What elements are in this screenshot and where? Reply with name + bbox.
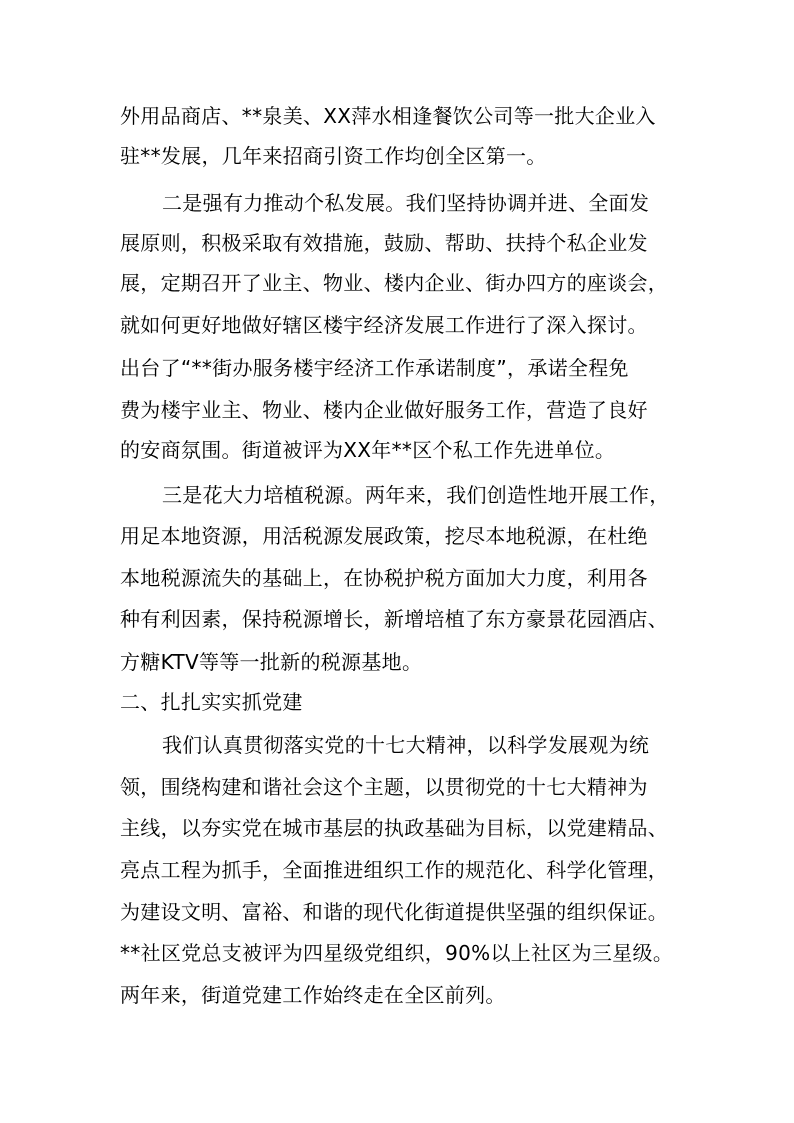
text-line: 就如何更好地做好辖区楼宇经济发展工作进行了深入探讨。 — [120, 313, 648, 337]
text-line: 用足本地资源，用活税源发展政策，挖尽本地税源，在杜绝 — [120, 524, 648, 548]
text-line: **社区党总支被评为四星级党组织，90%以上社区为三星级。 — [120, 941, 674, 965]
text-line: 领，围绕构建和谐社会这个主题，以贯彻党的十七大精神为 — [120, 775, 648, 799]
text-line: 两年来，街道党建工作始终走在全区前列。 — [120, 983, 506, 1007]
section-heading: 二、扎扎实实抓党建 — [120, 690, 303, 714]
text-line: 本地税源流失的基础上，在协税护税方面加大力度，利用各 — [120, 566, 648, 590]
text-line: 的安商氛围。街道被评为XX年**区个私工作先进单位。 — [120, 438, 616, 462]
paragraph-start-line: 三是花大力培植税源。两年来，我们创造性地开展工作， — [162, 483, 670, 507]
text-line: 主线，以夯实党在城市基层的执政基础为目标，以党建精品、 — [120, 816, 669, 840]
text-line: 出台了“**街办服务楼宇经济工作承诺制度”，承诺全程免 — [120, 356, 629, 380]
text-line: 驻**发展，几年来招商引资工作均创全区第一。 — [120, 144, 547, 168]
text-line: 展，定期召开了业主、物业、楼内企业、街办四方的座谈会， — [120, 271, 669, 295]
text-line: 种有利因素，保持税源增长，新增培植了东方豪景花园酒店、 — [120, 607, 669, 631]
paragraph-start-line: 我们认真贯彻落实党的十七大精神，以科学发展观为统 — [162, 733, 650, 757]
text-line: 费为楼宇业主、物业、楼内企业做好服务工作，营造了良好 — [120, 398, 648, 422]
text-line: 亮点工程为抓手，全面推进组织工作的规范化、科学化管理， — [120, 858, 669, 882]
paragraph-start-line: 二是强有力推动个私发展。我们坚持协调并进、全面发 — [162, 191, 650, 215]
text-line: 方糖KTV等等一批新的税源基地。 — [120, 650, 423, 674]
text-line: 外用品商店、**泉美、XX萍水相逢餐饮公司等一批大企业入 — [120, 104, 656, 128]
text-line: 为建设文明、富裕、和谐的现代化街道提供坚强的组织保证。 — [120, 900, 669, 924]
text-line: 展原则，积极采取有效措施，鼓励、帮助、扶持个私企业发 — [120, 231, 648, 255]
